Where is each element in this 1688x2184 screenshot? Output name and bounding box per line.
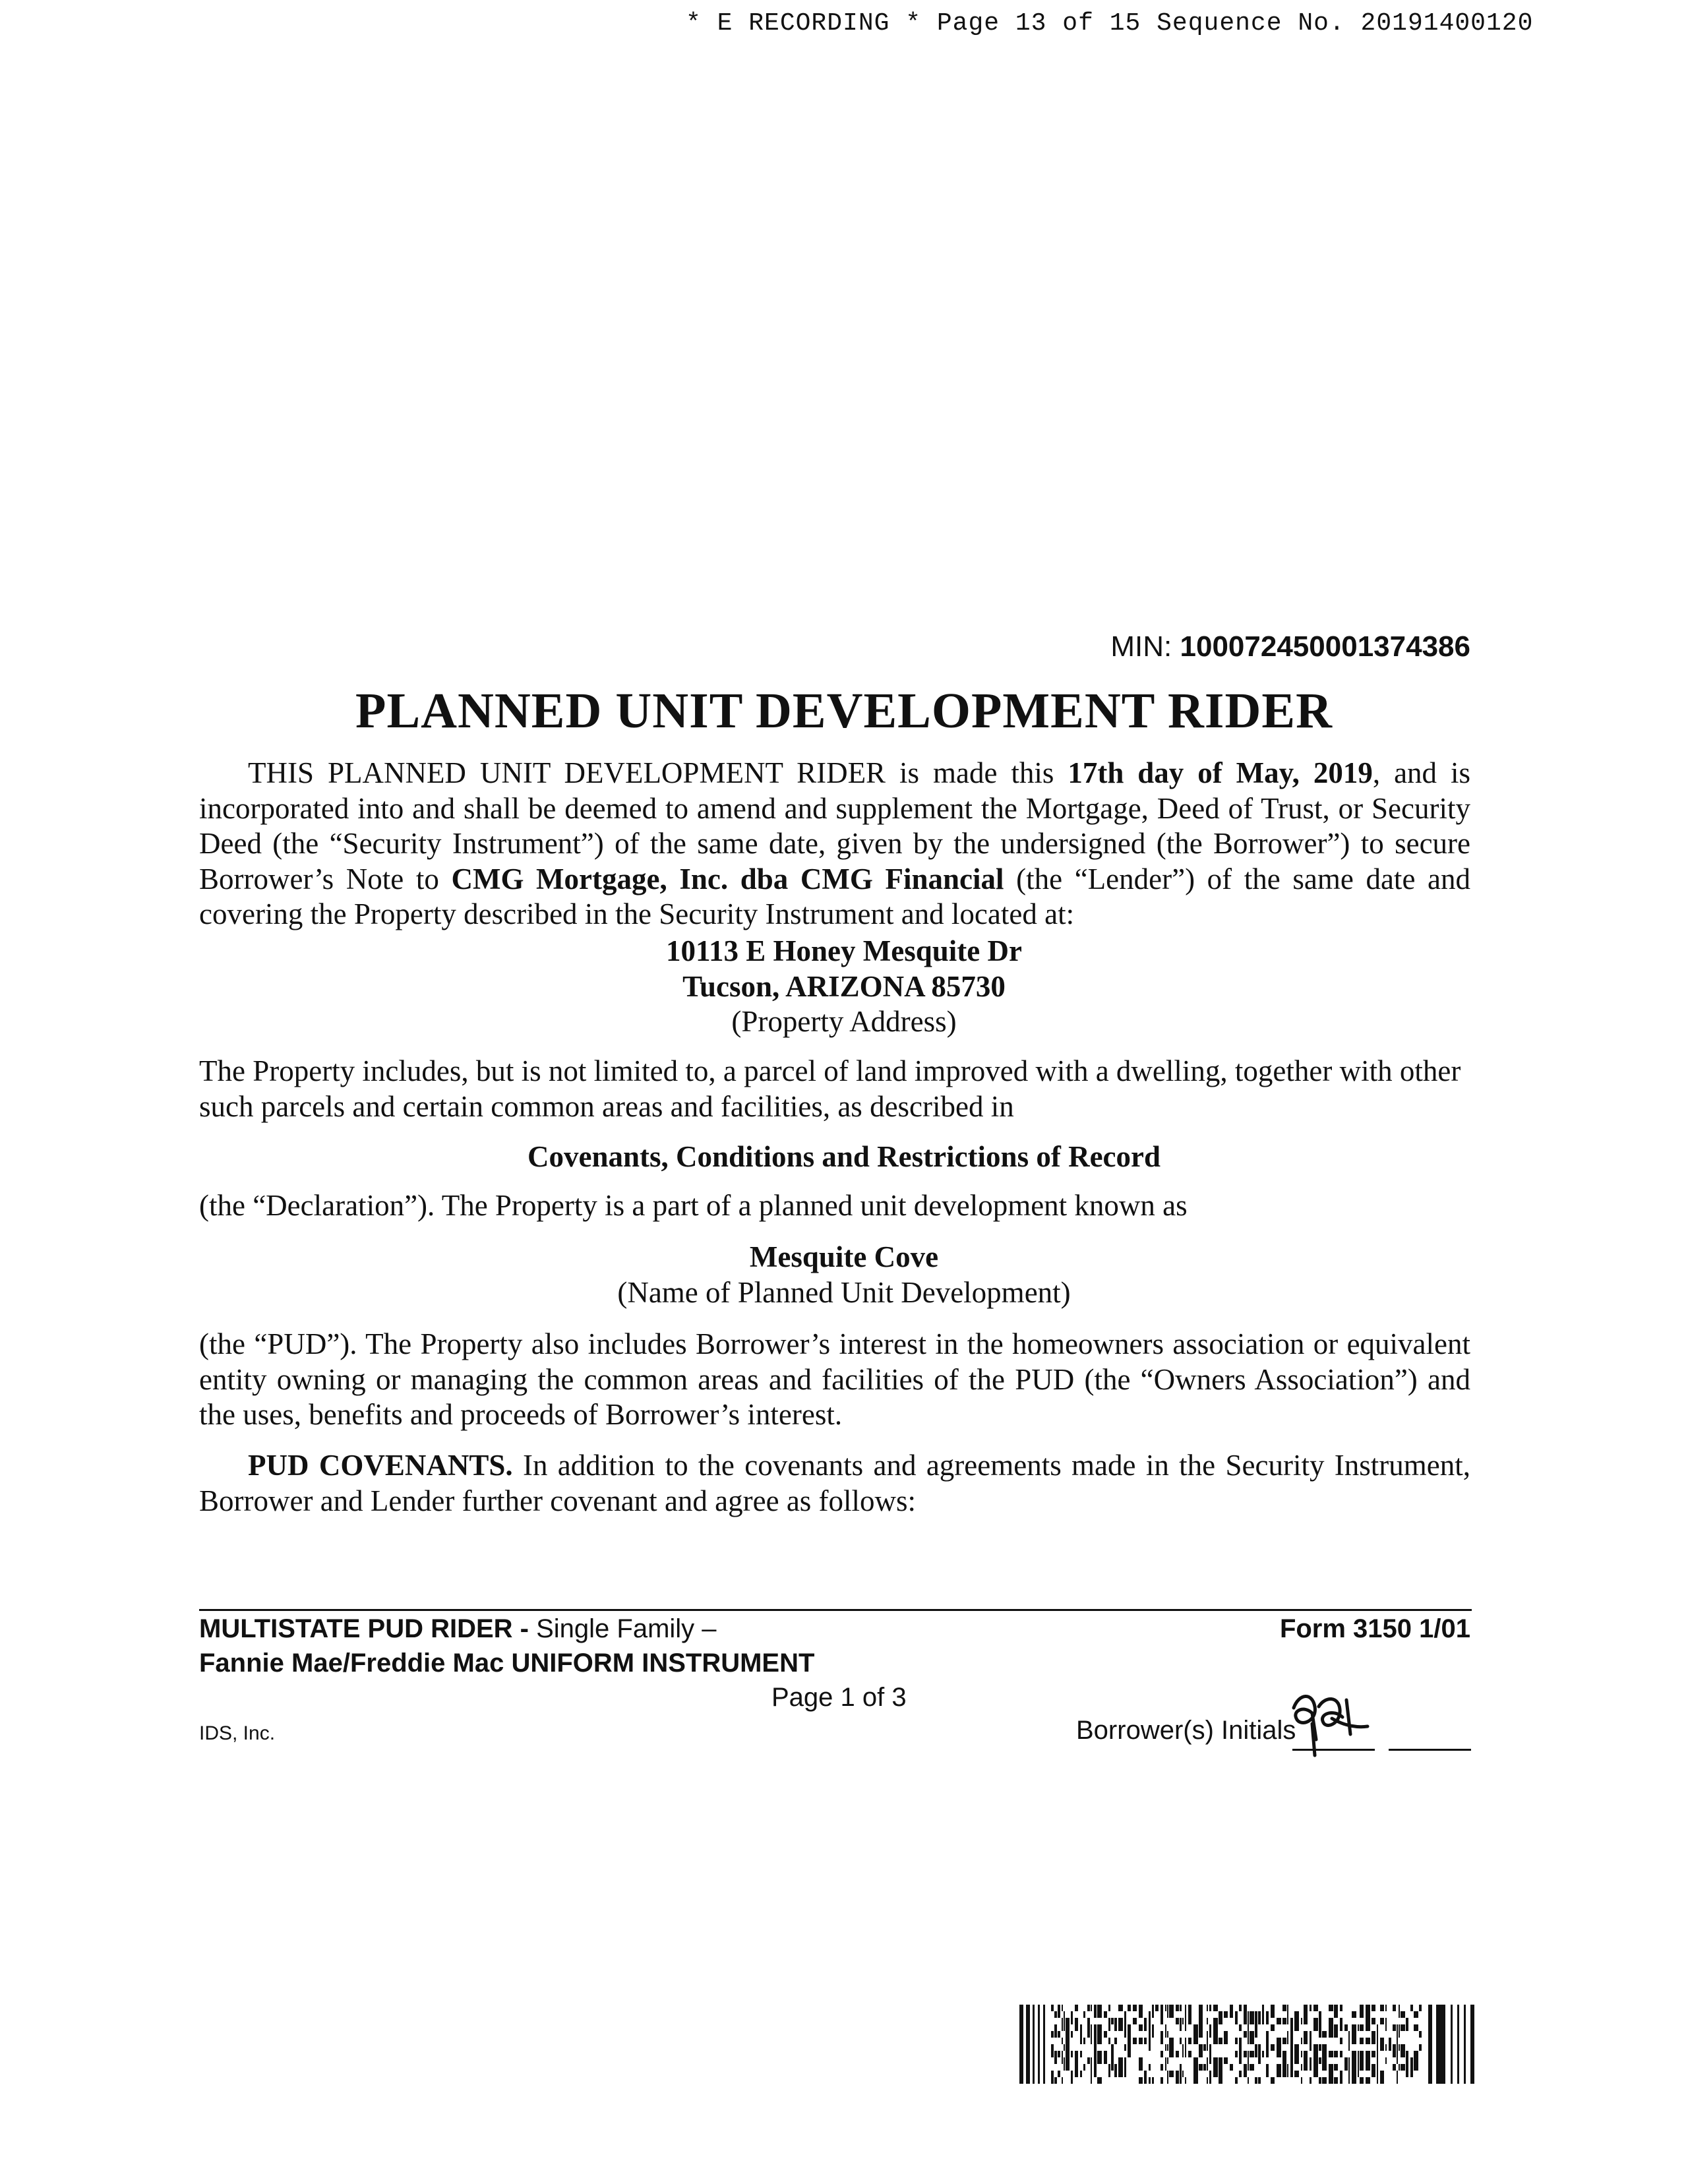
address-line-1: 10113 E Honey Mesquite Dr [666, 934, 1022, 967]
form-title-bold: MULTISTATE PUD RIDER - [199, 1614, 537, 1643]
pud-paragraph: (the “PUD”). The Property also includes Borrower’s interest in the homeowners association or equivalent entity owning or managing the common areas and facilities of the PUD (the “Owners Association”) and the uses, benefits and proceeds of Borrower’s interest. [199, 1327, 1470, 1431]
address-caption: (Property Address) [731, 1005, 957, 1038]
intro-text-1: THIS PLANNED UNIT DEVELOPMENT RIDER is made this [248, 756, 1068, 789]
publisher-name: IDS, Inc. [199, 1722, 276, 1744]
address-line-2: Tucson, ARIZONA 85730 [682, 969, 1006, 1003]
pud-name: Mesquite Cove [749, 1240, 939, 1273]
covenants-heading: PUD COVENANTS. [248, 1449, 513, 1482]
form-subtitle: Fannie Mae/Freddie Mac UNIFORM INSTRUMENT [199, 1649, 815, 1678]
initials-line-1 [1292, 1749, 1375, 1751]
intro-text-3: (the “Lender”) of the same date and covering the Property described in the Security Instrument and located at: [199, 862, 1471, 930]
pud-name-caption: (Name of Planned Unit Development) [617, 1275, 1071, 1309]
property-address [0, 934, 1688, 1040]
declaration-name: Covenants, Conditions and Restrictions of Record [527, 1140, 1161, 1173]
document-title: PLANNED UNIT DEVELOPMENT RIDER [355, 683, 1333, 739]
covenants-paragraph [199, 1448, 1470, 1519]
min-value: 100072450001374386 [1180, 630, 1470, 663]
form-title [199, 1614, 717, 1644]
rider-date: 17th day of May, 2019 [1068, 756, 1373, 789]
form-title-light: Single Family – [536, 1614, 717, 1643]
covenants-text: In addition to the covenants and agreements made in the Security Instrument, Borrower and Lender further covenant and agree as follows: [199, 1449, 1470, 1517]
initials-line-2 [1389, 1749, 1471, 1751]
parcel-paragraph: The Property includes, but is not limited to, a parcel of land improved with a dwelling, together with other such parcels and certain common areas and facilities, as described in [199, 1054, 1461, 1123]
page-number: Page 1 of 3 [771, 1683, 907, 1712]
recording-stamp: * E RECORDING * Page 13 of 15 Sequence No. 20191400120 [686, 9, 1534, 38]
declaration-paragraph: (the “Declaration”). The Property is a part of a planned unit development known as [199, 1189, 1188, 1222]
min-label: MIN: [1110, 630, 1172, 663]
initials-label: Borrower(s) Initials [1076, 1716, 1296, 1745]
lender-name: CMG Mortgage, Inc. dba CMG Financial [451, 862, 1004, 895]
intro-paragraph [199, 756, 1470, 932]
document-barcode [1019, 2005, 1474, 2084]
form-number: Form 3150 1/01 [1279, 1614, 1470, 1643]
footer-divider [199, 1609, 1472, 1611]
min-number [1110, 630, 1470, 663]
intro-text-2: , and is incorporated into and shall be deemed to amend and supplement the Mortgage, Deed of Trust, or Security Deed (the “Security Instrument”) of the same date, given by the undersigned (the Borrower”) to secure Borrower’s Note to [199, 756, 1470, 895]
pud-name-block [0, 1240, 1688, 1310]
